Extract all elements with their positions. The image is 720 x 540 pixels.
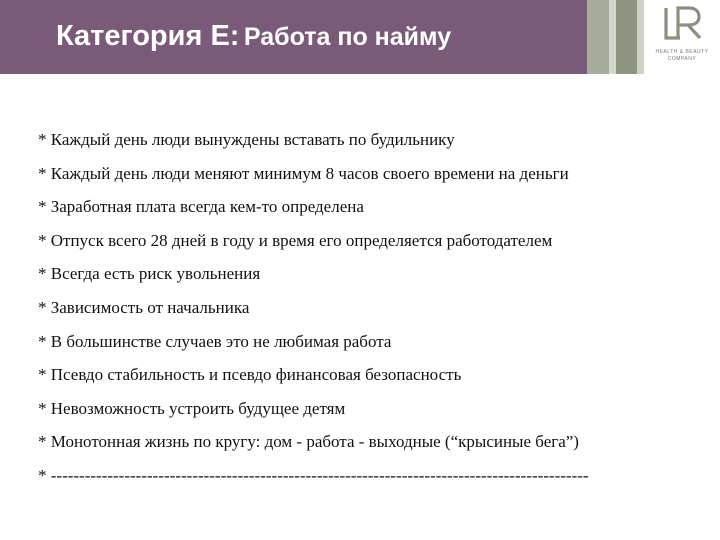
list-item: * Заработная плата всегда кем-то определена	[38, 197, 364, 217]
list-item: * В большинстве случаев это не любимая работа	[38, 331, 392, 351]
lr-logo	[644, 0, 720, 74]
list-item: * Псевдо стабильность и псевдо финансовая безопасность	[38, 365, 462, 385]
list-item: * Каждый день люди вынуждены вставать по будильнику	[38, 130, 455, 149]
logo-line: COMPANY	[667, 56, 697, 62]
logo-line: HEALTH & BEAUTY	[655, 49, 709, 55]
list-item: * Невозможность устроить будущее детям	[38, 398, 346, 418]
decor-stripe	[637, 0, 644, 74]
title-category: Категория E:	[56, 20, 240, 52]
list-item: * Каждый день люди меняют минимум 8 часов своего времени на деньги	[38, 163, 569, 183]
list-item: * Монотонная жизнь по кругу: дом - работа - выходные (“крысиные бега”)	[38, 432, 579, 452]
lr-logo-icon	[656, 4, 706, 46]
list-item: * Зависимость от начальника	[38, 297, 250, 317]
logo-tagline	[644, 49, 720, 63]
bullet-list	[38, 130, 589, 500]
decor-stripe	[609, 0, 616, 74]
list-item: * -----------------------------------------------------------------------------------------------	[38, 465, 589, 485]
decor-stripe	[616, 0, 637, 74]
slide-title	[56, 20, 451, 53]
slide-header	[0, 0, 720, 74]
decor-stripe	[587, 0, 609, 74]
list-item: * Отпуск всего 28 дней в году и время его определяется работодателем	[38, 230, 553, 250]
title-subject: Работа по найму	[243, 23, 452, 51]
list-item: * Всегда есть риск увольнения	[38, 264, 261, 284]
